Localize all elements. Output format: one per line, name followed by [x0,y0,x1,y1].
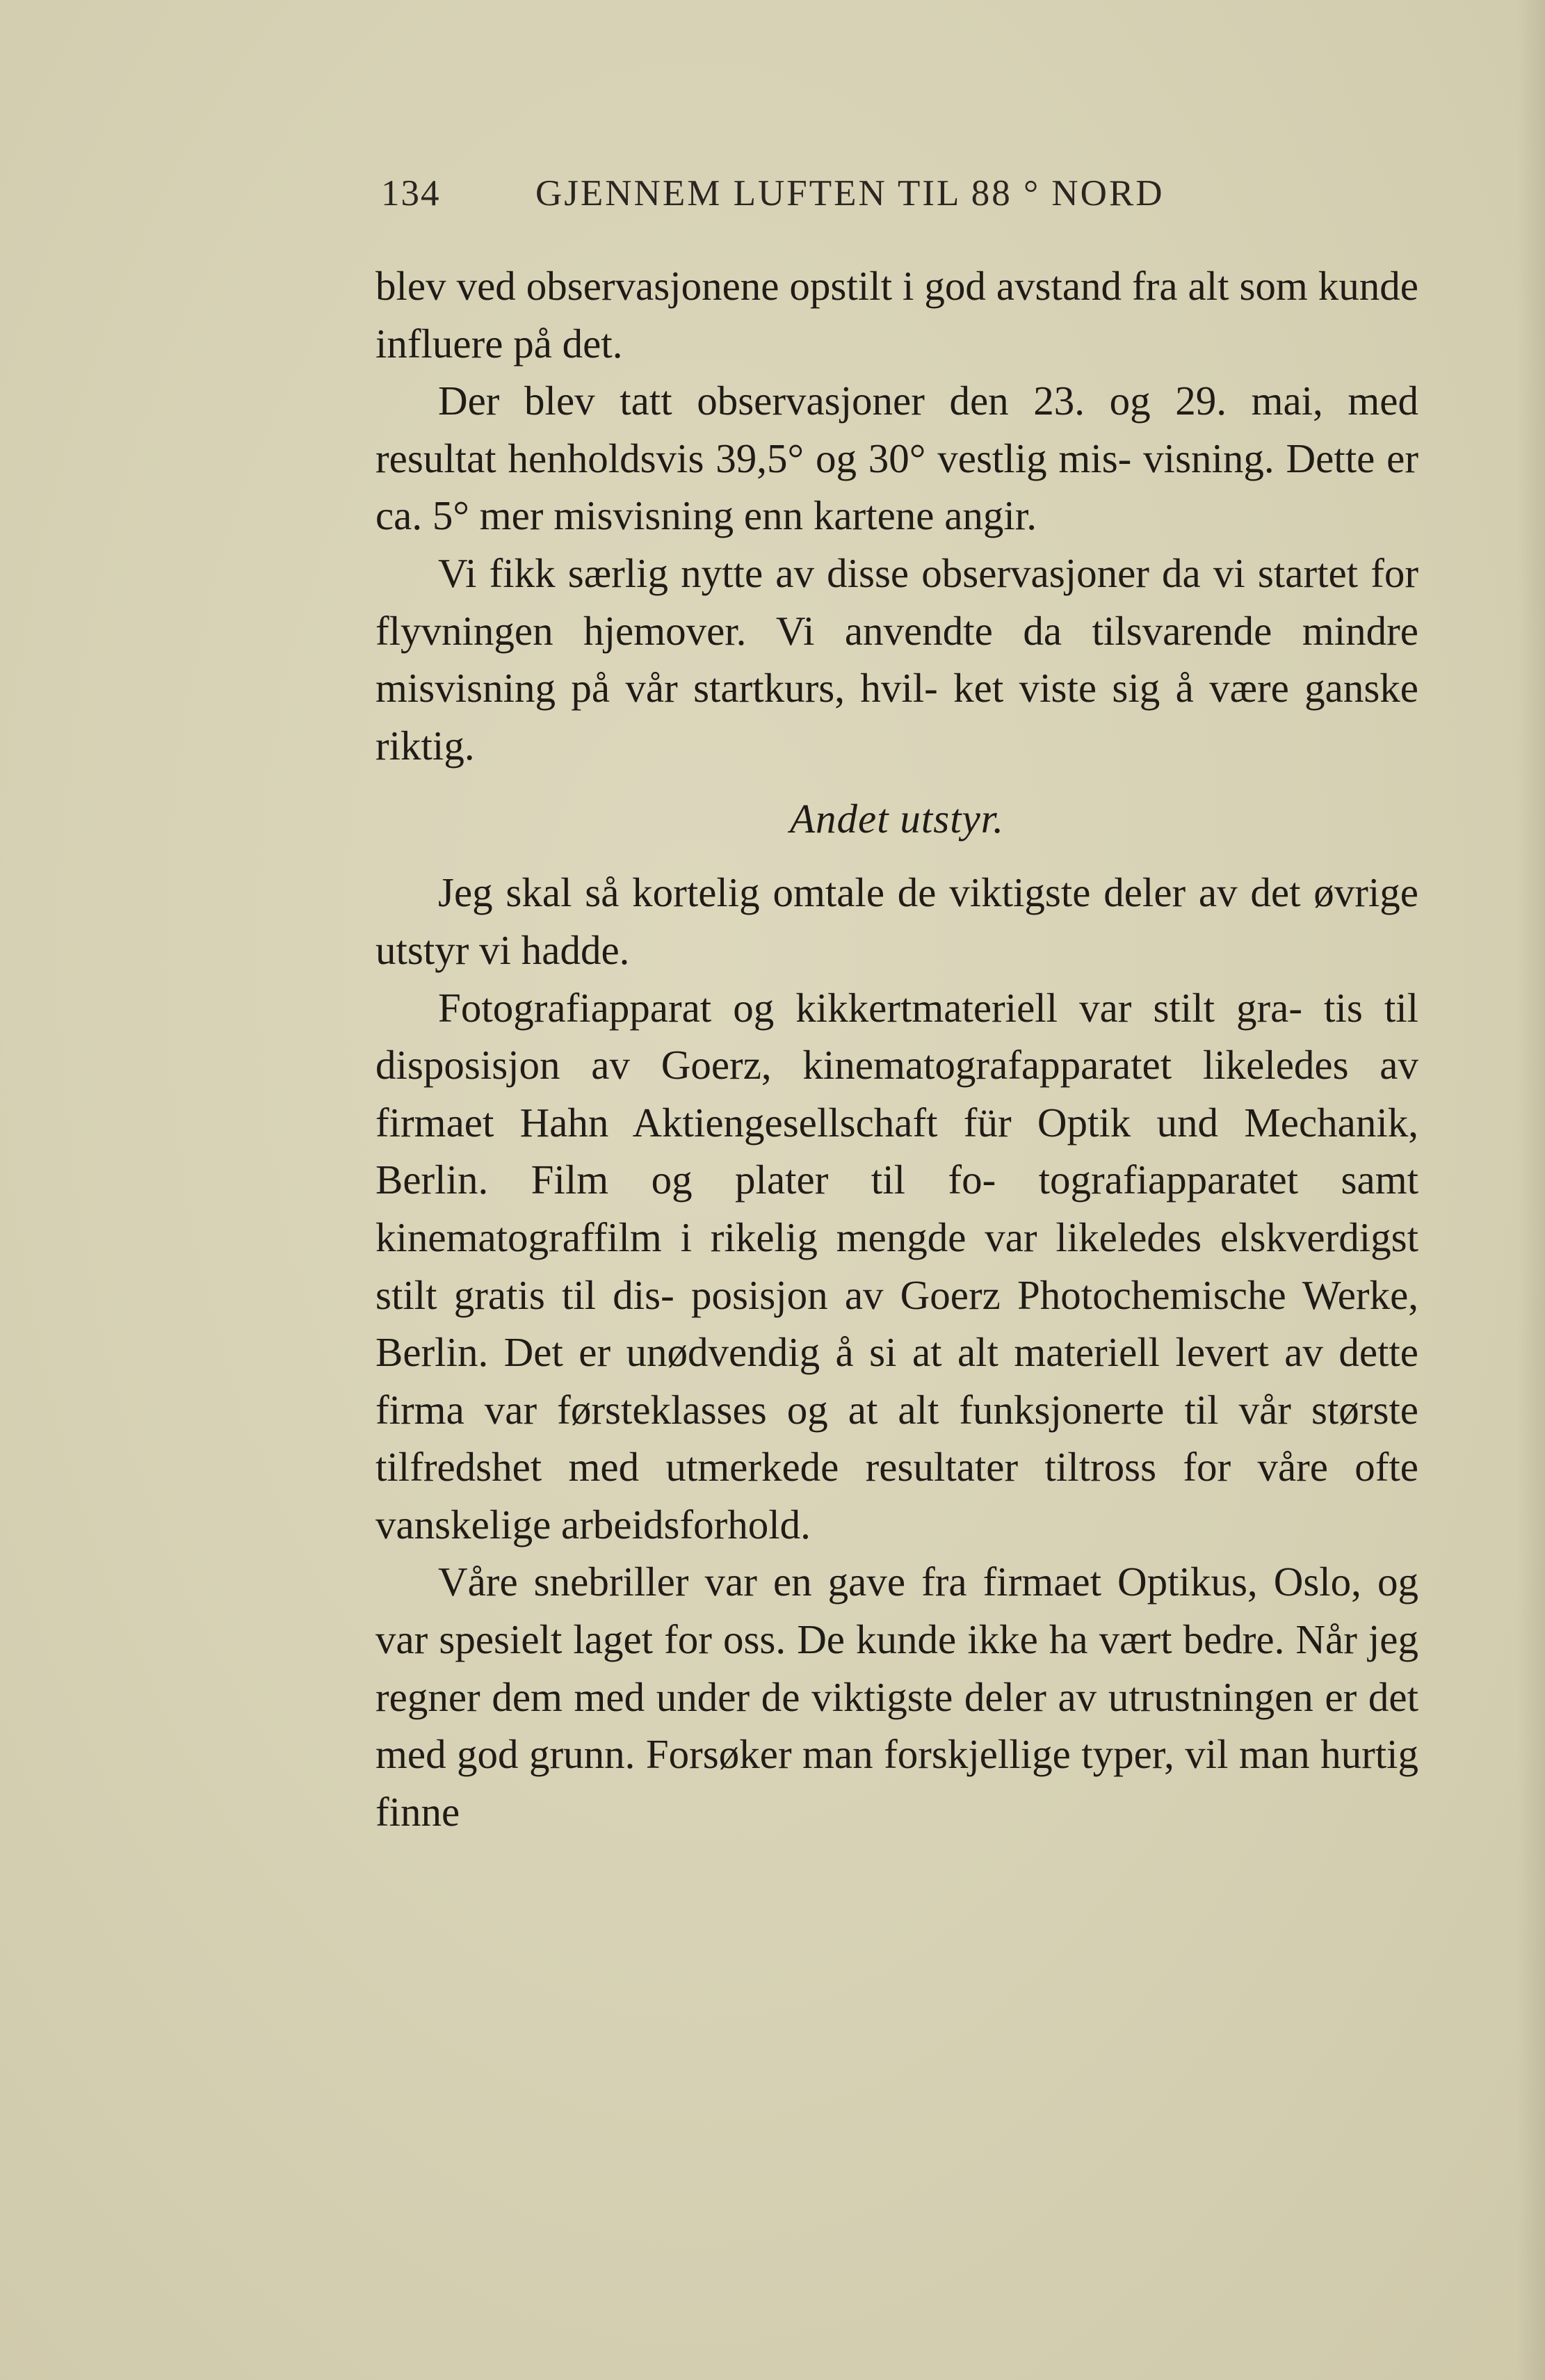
body-text [375,257,1418,1840]
running-title: GJENNEM LUFTEN TIL 88 ° NORD [535,173,1165,214]
paragraph-intro-equipment: Jeg skal så kortelig omtale de viktigste deler av det øvrige utstyr vi hadde. [375,869,1418,973]
running-header [381,172,1424,221]
paragraph-usefulness: Vi fikk særlig nytte av disse observasjoner da vi startet for flyvningen hjemover. Vi anvendte da tilsvarende mindre misvisning på vår startkurs, hvil- ket viste sig å være ganske riktig. [375,549,1418,769]
paragraph-snow-goggles: Våre snebriller var en gave fra firmaet Optikus, Oslo, og var spesielt laget for oss. De kunde ikke ha vært bedre. Når jeg regner dem med under de viktigste deler av utrustningen er det med god grunn. Forsøker man forskjellige typer, vil man hurtig finne [375,1559,1418,1835]
page-number: 134 [381,173,441,214]
paragraph-continued: blev ved observasjonene opstilt i god avstand fra alt som kunde influere på det. [375,263,1418,367]
paragraph-observations: Der blev tatt observasjoner den 23. og 29. mai, med resultat henholdsvis 39,5° og 30° vestlig mis- visning. Dette er ca. 5° mer misvisning enn kartene angir. [375,378,1418,539]
paragraph-photography: Fotografiapparat og kikkertmateriell var stilt gra- tis til disposisjon av Goerz, kinematografapparatet likeledes av firmaet Hahn Aktiengesellschaft für Optik und Mechanik, Berlin. Film og plater til fo- tografiapparatet samt kinematograffilm i rikelig mengde var likeledes elskverdigst stilt gratis til dis- posisjon av Goerz Photochemische Werke, Berlin. Det er unødvendig å si at alt materiell levert av dette firma var førsteklasses og at alt funksjonerte til vår største tilfredshet med utmerkede resultater tiltross for våre ofte vanskelige arbeidsforhold. [375,984,1418,1547]
section-heading: Andet utstyr. [790,796,1004,842]
